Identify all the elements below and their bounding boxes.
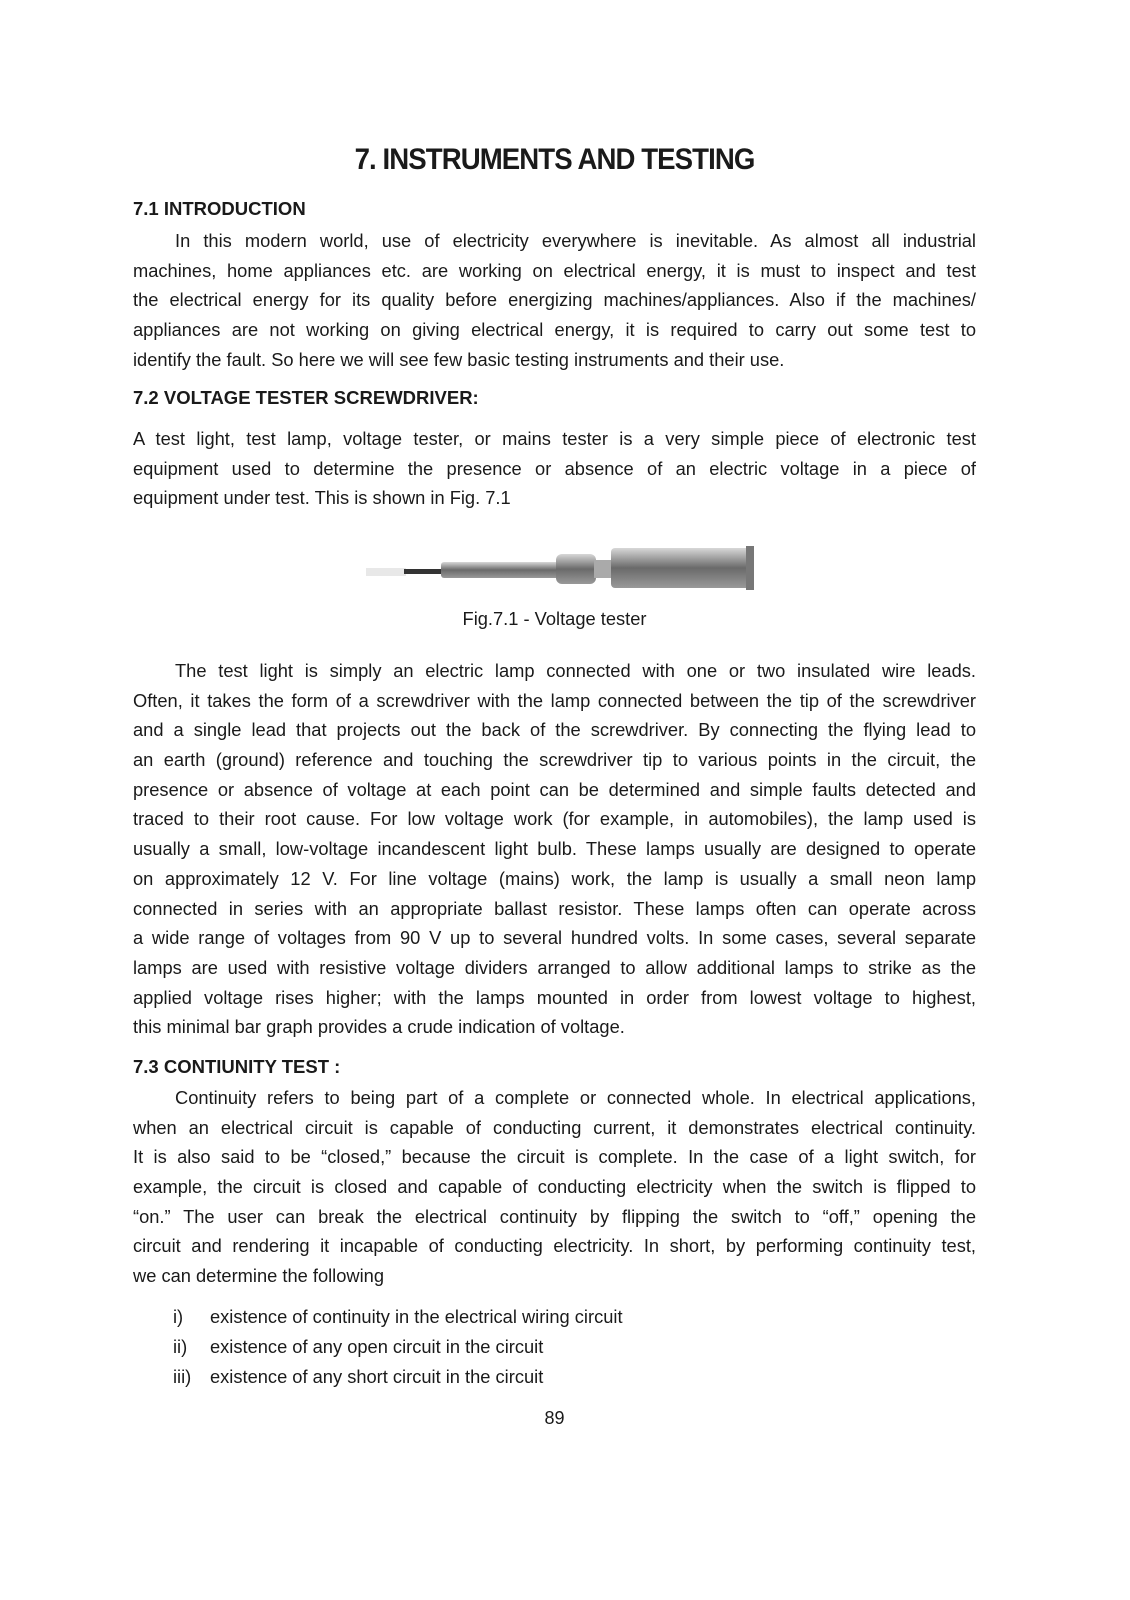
text-line: example, the circuit is closed and capable of conducting electricity when the switch is flipped to bbox=[133, 1176, 976, 1198]
text-line: connected in series with an appropriate ballast resistor. These lamps often can operate across bbox=[133, 897, 976, 919]
list-number: iii) bbox=[173, 1366, 192, 1387]
text-line: circuit and rendering it incapable of conducting electricity. In short, by performing continuity test, bbox=[133, 1235, 976, 1257]
text-line: equipment under test. This is shown in Fig. 7.1 bbox=[133, 487, 511, 509]
text-line: applied voltage rises higher; with the lamps mounted in order from lowest voltage to highest, bbox=[133, 986, 976, 1008]
chapter-title: 7. INSTRUMENTS AND TESTING bbox=[354, 143, 755, 176]
text-line: “on.” The user can break the electrical continuity by flipping the switch to “off,” opening the bbox=[133, 1205, 976, 1227]
text-line: a wide range of voltages from 90 V up to several hundred volts. In some cases, several separate bbox=[133, 927, 976, 949]
text-line: A test light, test lamp, voltage tester, or mains tester is a very simple piece of electronic test bbox=[133, 428, 976, 449]
list-number: i) bbox=[173, 1306, 184, 1327]
text-line: lamps are used with resistive voltage dividers arranged to allow additional lamps to strike as the bbox=[133, 956, 976, 978]
text-line: Continuity refers to being part of a complete or connected whole. In electrical applications, bbox=[175, 1087, 976, 1108]
text-line: presence or absence of voltage at each point can be determined and simple faults detected and bbox=[133, 778, 976, 800]
intro-paragraph bbox=[133, 226, 976, 374]
figure-caption: Fig.7.1 - Voltage tester bbox=[462, 608, 647, 629]
text-line: machines, home appliances etc. are working on electrical energy, it is must to inspect and test bbox=[133, 259, 976, 281]
continuity-list bbox=[173, 1302, 623, 1392]
text-line: the electrical energy for its quality before energizing machines/appliances. Also if the machines/ bbox=[133, 289, 976, 311]
text-line: on approximately 12 V. For line voltage (mains) work, the lamp is usually a small neon lamp bbox=[133, 867, 976, 889]
list-text: existence of continuity in the electrical wiring circuit bbox=[210, 1306, 623, 1327]
text-line: appliances are not working on giving electrical energy, it is required to carry out some test to bbox=[133, 319, 976, 341]
list-item bbox=[173, 1332, 623, 1362]
text-line: In this modern world, use of electricity everywhere is inevitable. As almost all industrial bbox=[175, 230, 976, 251]
voltage-tester-image bbox=[366, 540, 756, 598]
text-line: when an electrical circuit is capable of conducting current, it demonstrates electrical continuity. bbox=[133, 1116, 976, 1138]
page-number: 89 bbox=[544, 1408, 565, 1428]
text-line: we can determine the following bbox=[133, 1265, 385, 1287]
text-line: usually a small, low-voltage incandescent light bulb. These lamps usually are designed to operate bbox=[133, 838, 976, 860]
text-line: equipment used to determine the presence or absence of an electric voltage in a piece of bbox=[133, 457, 976, 479]
section-heading-voltage-tester: 7.2 VOLTAGE TESTER SCREWDRIVER: bbox=[133, 387, 479, 408]
list-number: ii) bbox=[173, 1336, 188, 1357]
list-text: existence of any open circuit in the circuit bbox=[210, 1336, 544, 1357]
text-line: and a single lead that projects out the back of the screwdriver. By connecting the flying lead to bbox=[133, 719, 976, 741]
list-item bbox=[173, 1302, 623, 1332]
list-text: existence of any short circuit in the circuit bbox=[210, 1366, 544, 1387]
text-line: Often, it takes the form of a screwdriver with the lamp connected between the tip of the screwdriver bbox=[133, 689, 976, 711]
text-line: an earth (ground) reference and touching the screwdriver tip to various points in the circuit, the bbox=[133, 749, 976, 771]
text-line: The test light is simply an electric lamp connected with one or two insulated wire leads. bbox=[175, 660, 976, 681]
text-line: identify the fault. So here we will see few basic testing instruments and their use. bbox=[133, 348, 785, 370]
text-line: this minimal bar graph provides a crude indication of voltage. bbox=[133, 1016, 625, 1038]
voltage-tester-intro bbox=[133, 424, 976, 513]
section-heading-introduction: 7.1 INTRODUCTION bbox=[133, 198, 306, 219]
text-line: It is also said to be “closed,” because the circuit is complete. In the case of a light switch, for bbox=[133, 1146, 976, 1168]
text-line: traced to their root cause. For low voltage work (for example, in automobiles), the lamp used is bbox=[133, 808, 976, 830]
section-heading-continuity: 7.3 CONTIUNITY TEST : bbox=[133, 1056, 341, 1077]
list-item bbox=[173, 1362, 623, 1392]
voltage-tester-body bbox=[133, 656, 976, 1042]
continuity-paragraph bbox=[133, 1083, 976, 1291]
